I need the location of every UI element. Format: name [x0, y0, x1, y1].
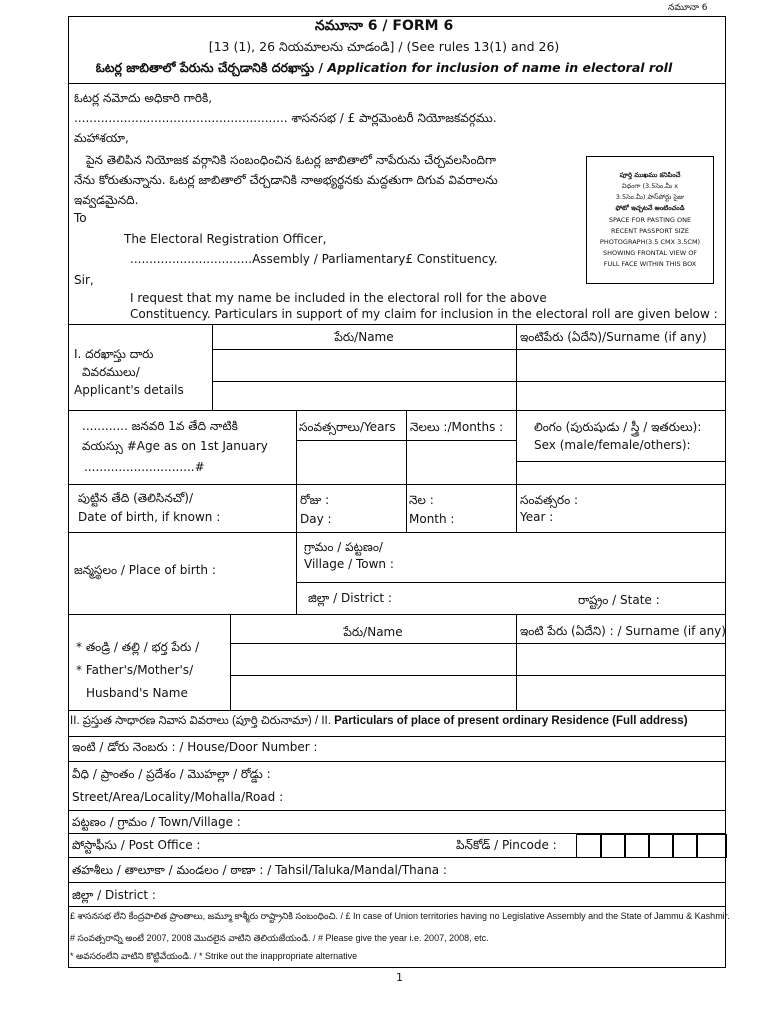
intro-line: ఇవ్వడమైనది.	[74, 193, 139, 207]
dob-label: Date of birth, if known :	[78, 510, 221, 524]
month-label: నెల :	[409, 493, 434, 507]
day-label: రోజు :	[300, 493, 330, 507]
intro-line: పైన తెలిపిన నియోజక వర్గానికి సంబంధించిన ఓటర్ల జాబితాలో నాపేరును చేర్చవలసిందిగా	[86, 153, 497, 167]
applicant-surname-field-2[interactable]	[517, 382, 725, 409]
birth-district-label[interactable]: జిల్లా / District :	[308, 591, 392, 605]
applicant-label: I. దరఖాస్తు దారు	[74, 347, 154, 361]
relation-name-field-2[interactable]	[231, 676, 515, 709]
age-months-field[interactable]	[407, 441, 515, 483]
applicant-label: Applicant's details	[74, 383, 184, 397]
photo-instruction: ఫోటో ఇచ్చటనే అంటించండి	[615, 204, 685, 212]
residence-heading: II. ప్రస్తుత సాధారణ నివాస వివరాలు (పూర్తి చిరునామా) / II. Particulars of place of present ordinary Residence (Full address)	[70, 715, 688, 727]
footnote: # సంవత్సరాన్ని అంటే 2007, 2008 మొదలైన వాటిని తెలియజేయండి. / # Please give the year i.e. 2007, 2008, etc.	[70, 933, 489, 943]
photo-instruction: పూర్తి ముఖము కనిపించే	[619, 171, 681, 179]
page-number: 1	[396, 971, 403, 984]
street-label: వీధి / ప్రాంతం / ప్రదేశం / మొహల్లా / రోడ్డు :	[72, 767, 271, 781]
district-label[interactable]: జిల్లా / District :	[72, 888, 156, 902]
sex-field[interactable]	[517, 462, 725, 483]
photo-instruction: FULL FACE WITHIN THIS BOX	[603, 260, 697, 268]
house-number-label[interactable]: ఇంటి / డోరు నెంబరు : / House/Door Number :	[72, 740, 318, 754]
relation-label: * తండ్రి / తల్లి / భర్త పేరు /	[76, 640, 200, 654]
post-office-label[interactable]: పోస్టాఫీసు / Post Office :	[72, 838, 201, 852]
street-label[interactable]: Street/Area/Locality/Mohalla/Road :	[72, 790, 284, 804]
village-label: గ్రామం / పట్టణం/	[304, 540, 383, 554]
intro-line: మహాశయా,	[74, 131, 129, 145]
relation-surname-field[interactable]	[517, 644, 725, 674]
year-label: సంవత్సరం :	[520, 493, 579, 507]
pincode-digit-box[interactable]	[624, 834, 650, 858]
intro-line: ఓటర్ల నమోదు అధికారి గారికి,	[74, 91, 213, 105]
sex-label: లింగం (పురుషుడు / స్త్రీ / ఇతరులు):	[534, 420, 702, 434]
birthplace-label: జన్మస్థలం / Place of birth :	[74, 563, 216, 577]
request-line: I request that my name be included in the electoral roll for the above	[130, 291, 547, 305]
applicant-name-field[interactable]	[213, 350, 515, 380]
intro-line: నేను కోరుతున్నాను. ఓటర్ల జాబితాలో చేర్చడానికి నాఅభ్యర్థనకు మద్దతుగా దిగువ వివరాలను	[74, 173, 498, 187]
form-subtitle: ఓటర్ల జాబితాలో పేరును చేర్చడానికి దరఖాస్తు / Application for inclusion of name in electoral roll	[95, 60, 673, 75]
form-title: నమూనా 6 / FORM 6	[314, 18, 454, 34]
footnote: * అవసరంలేని వాటిని కొట్టివేయండి. / * Strike out the inappropriate alternative	[70, 951, 358, 961]
years-header: సంవత్సరాలు/Years	[299, 420, 396, 434]
sex-label: Sex (male/female/others):	[534, 438, 691, 452]
rules-reference: [13 (1), 26 నియమాలను చూడండి] / (See rules 13(1) and 26)	[208, 39, 560, 54]
town-label[interactable]: పట్టణం / గ్రామం / Town/Village :	[72, 815, 241, 829]
photo-instruction: RECENT PASSPORT SIZE	[610, 227, 690, 235]
age-years-field[interactable]	[297, 441, 405, 483]
footnote: £ శాసనసభ లేని కేంద్రపాలిత ప్రాంతాలు, జమ్మూ కాశ్మీరు రాష్ట్రానికి సంబంధించి. / £ In case of Union territories having no Legislative Assembly and the State of Jammu & Kashmir.	[70, 911, 730, 921]
photo-instruction: 3.5సెం.మీ) పాస్‌పోర్టు సైజు	[615, 193, 685, 201]
pincode-digit-box[interactable]	[576, 834, 602, 858]
photo-instruction: SPACE FOR PASTING ONE	[608, 216, 692, 224]
tahsil-label[interactable]: తహశీలు / తాలూకా / మండలం / ఠాణా : / Tahsil/Taluka/Mandal/Thana :	[72, 863, 447, 877]
page-label: నమూనా 6	[668, 3, 708, 13]
salutation: Sir,	[74, 273, 94, 287]
age-label: .............................#	[84, 460, 205, 474]
dob-label: పుట్టిన తేది (తెలిసినచో)/	[78, 491, 194, 505]
birth-state-label[interactable]: రాష్ట్రం / State :	[578, 593, 660, 607]
months-header: నెలలు :/Months :	[410, 420, 504, 434]
year-label[interactable]: Year :	[520, 510, 554, 524]
pincode-label: పిన్‌కోడ్ / Pincode :	[456, 838, 557, 852]
relation-label: * Father's/Mother's/	[76, 663, 194, 677]
relation-surname-header: ఇంటి పేరు (ఏదేని) : / Surname (if any)	[520, 624, 726, 638]
photo-instruction: PHOTOGRAPH(3.5 CMX 3.5CM)	[599, 238, 701, 246]
constituency-line: ................................Assembly / Parliamentary£ Constituency.	[130, 252, 498, 266]
relation-label: Husband's Name	[86, 686, 188, 700]
applicant-name-field-2[interactable]	[213, 382, 515, 409]
month-label[interactable]: Month :	[409, 512, 455, 526]
photo-instruction: విధంగా (3.5సెం.మీ x	[621, 182, 679, 190]
photo-instruction: SHOWING FRONTAL VIEW OF	[602, 249, 698, 257]
pincode-digit-box[interactable]	[648, 834, 674, 858]
applicant-label: వివరములు/	[82, 365, 140, 379]
applicant-surname-header: ఇంటిపేరు (ఏదేని)/Surname (if any)	[520, 330, 707, 344]
divider	[68, 83, 726, 84]
intro-line: ........................................................ శాసనసభ / £ పార్లమెంటరీ నియోజకవర్గము.	[74, 111, 497, 125]
age-label: వయస్సు #Age as on 1st January	[82, 439, 268, 453]
age-label: ............ జనవరి 1వ తేది నాటికి	[82, 419, 238, 433]
pincode-digit-box[interactable]	[600, 834, 626, 858]
relation-name-field[interactable]	[231, 644, 515, 674]
officer-line: The Electoral Registration Officer,	[124, 232, 327, 246]
relation-name-header: పేరు/Name	[343, 625, 403, 639]
applicant-name-header: పేరు/Name	[334, 330, 394, 344]
relation-surname-field-2[interactable]	[517, 676, 725, 709]
day-label[interactable]: Day :	[300, 512, 332, 526]
applicant-surname-field[interactable]	[517, 350, 725, 380]
request-line: Constituency. Particulars in support of my claim for inclusion in the electoral roll are given below :	[130, 307, 718, 321]
village-label[interactable]: Village / Town :	[304, 557, 394, 571]
pincode-digit-box[interactable]	[672, 834, 698, 858]
to-label: To	[74, 211, 87, 225]
pincode-digit-box[interactable]	[696, 834, 727, 858]
